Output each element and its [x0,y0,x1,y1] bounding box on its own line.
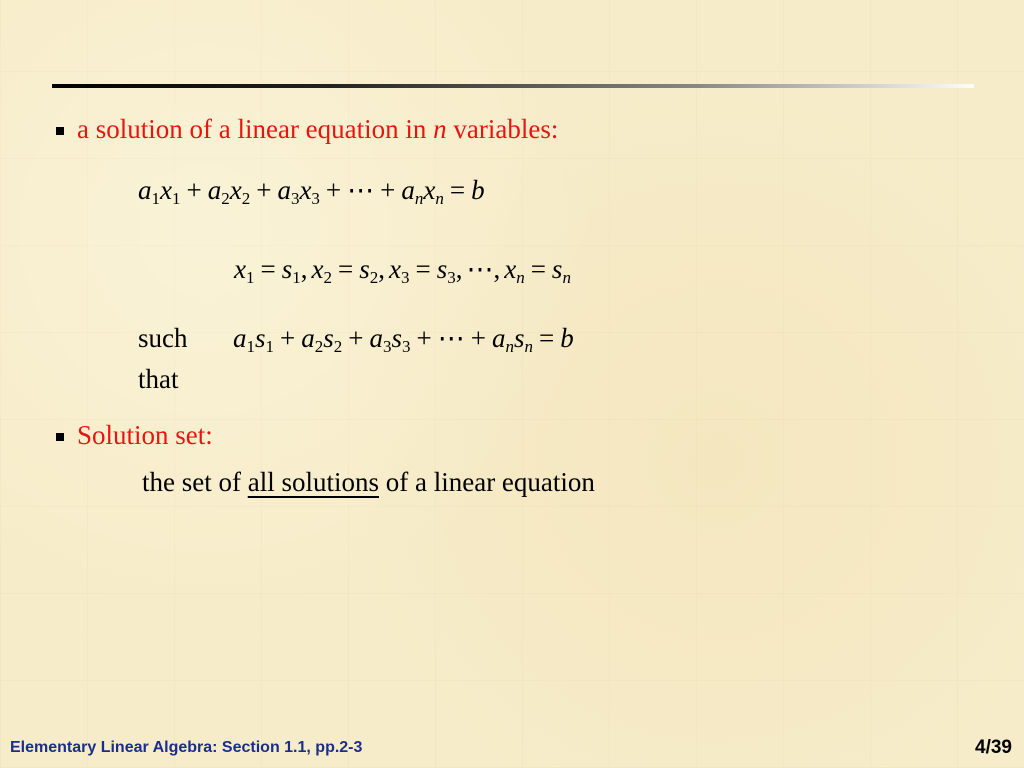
title-rule [52,84,974,88]
solution-set-label: Solution set: [77,420,213,450]
equation-general: $a_1x_1 + a_2x_2 + a_3x_3$ + ⋯ + $a_nx_n = b$ [138,175,485,208]
such-that-label: such that [138,323,188,394]
footer-title: Elementary Linear Algebra: Section 1.1, pp.2-3 [10,739,363,756]
square-bullet-icon [56,433,64,441]
equation-substituted: $a_1s_1 + a_2s_2 + a_3s_3$ + ⋯ + $a_ns_n = b$ [233,323,574,356]
all-solutions-underlined: all solutions [247,467,379,497]
solution-set-definition: the set of all solutions of a linear equation [142,467,595,497]
square-bullet-icon [56,127,64,135]
equation-assignment: $x_1 = s_1$, $x_2 = s_2$, $x_3 = s_3$, ⋯, $x_n = s_n$ [234,254,571,287]
bullet-solution-text: a solution of a linear equation in n variables: [77,114,559,144]
bullet-solution-set [56,420,213,451]
bullet-solution [56,114,558,145]
page-number: 4/39 [975,737,1012,758]
